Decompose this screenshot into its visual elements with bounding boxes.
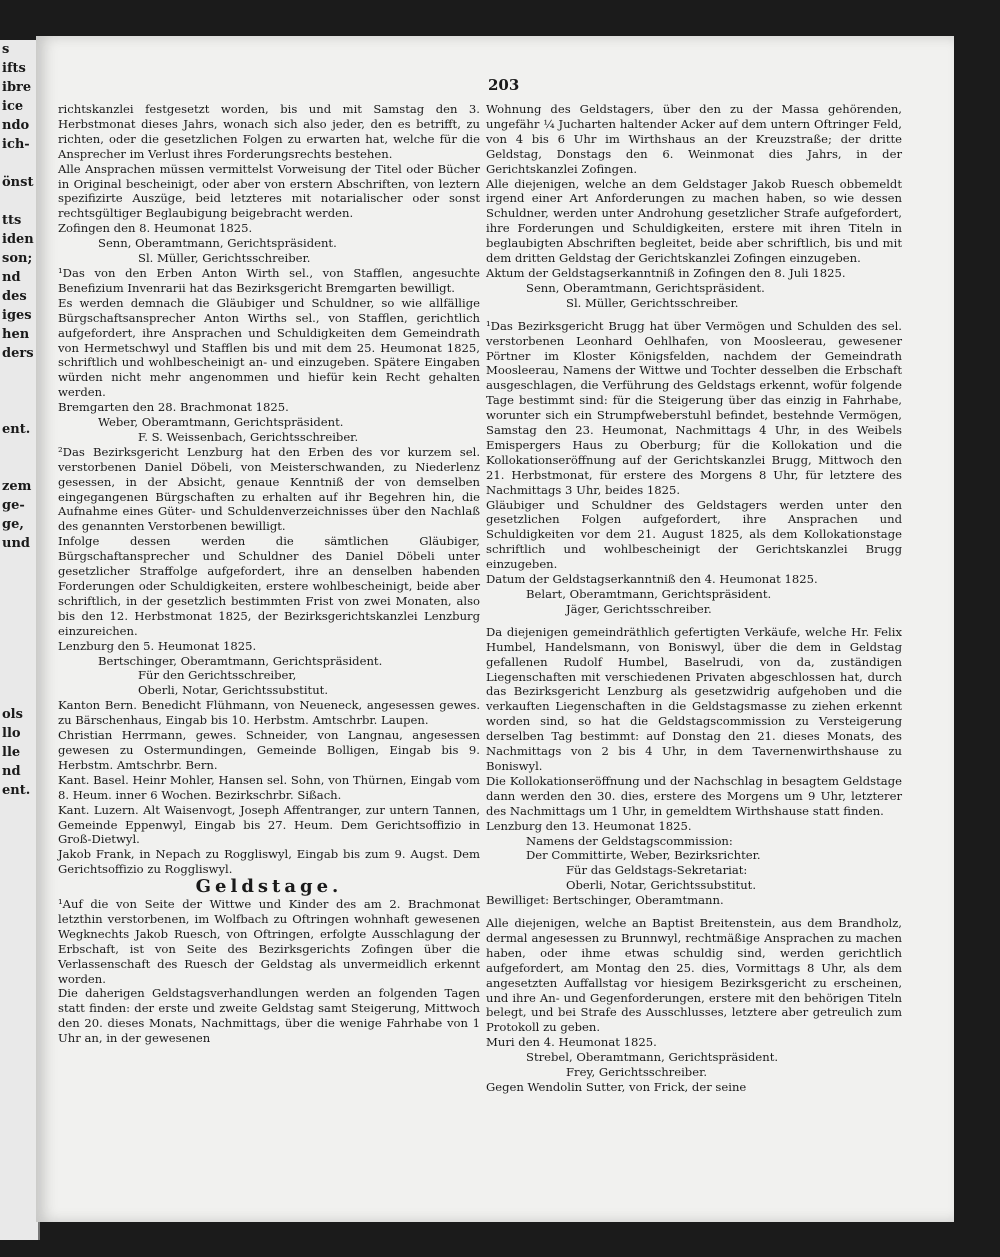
adjacent-page-fragment bbox=[0, 382, 38, 401]
adjacent-page-fragment: son; bbox=[2, 251, 33, 266]
adjacent-page-fragment: ge, bbox=[2, 517, 24, 532]
adjacent-page-fragment: hen bbox=[2, 327, 30, 342]
adjacent-page-fragment bbox=[0, 895, 38, 914]
adjacent-page-fragment: nd bbox=[2, 270, 21, 285]
adjacent-page-fragment bbox=[0, 667, 38, 686]
adjacent-page-fragment: iden bbox=[2, 232, 34, 247]
adjacent-page-fragment bbox=[0, 1085, 38, 1104]
text-paragraph: Strebel, Oberamtmann, Gerichtspräsident. bbox=[526, 1050, 779, 1065]
text-paragraph: Zofingen den 8. Heumonat 1825. bbox=[58, 221, 253, 236]
adjacent-page-fragment bbox=[0, 914, 38, 933]
adjacent-page-fragment bbox=[0, 610, 38, 629]
adjacent-page-fragment bbox=[0, 648, 38, 667]
text-paragraph: Alle Ansprachen müssen vermittelst Vorweisung der Titel oder Bücher in Original bescheinigt, oder aber von erstern Abschriften, von leztern spezifizirte Auszüge, beid letzteres mit notarialischer oder sonst rechtsgültiger Beglaubigung beigebracht werden. bbox=[58, 161, 480, 221]
adjacent-page-fragment: ndo bbox=[2, 118, 30, 133]
text-paragraph: Frey, Gerichtsschreiber. bbox=[566, 1065, 708, 1080]
adjacent-page-fragment: ifts bbox=[2, 61, 26, 76]
text-paragraph: Die daherigen Geldstagsverhandlungen werden an folgenden Tagen statt finden: der erste und zweite Geldstag samt Steigerung, Mittwoch den 20. dieses Monats, Nachmittags, über die wenige Fahrhabe von 1 Uhr an, in der gewesenen bbox=[58, 986, 480, 1046]
text-paragraph: Wohnung des Geldstagers, über den zu der Massa gehörenden, ungefähr ¼ Jucharten haltender Acker auf dem untern Oftringer Feld, von 4 bis 6 Uhr im Wirthshaus an der Kreuzstraße; der dritte Geldstag, Donstags den 6. Weinmonat dies Jahrs, in der Gerichtskanzlei Zofingen. bbox=[486, 102, 902, 176]
text-paragraph: Gegen Wendolin Sutter, von Frick, der seine bbox=[486, 1080, 747, 1094]
text-paragraph: Datum der Geldstagserkanntniß den 4. Heumonat 1825. bbox=[486, 572, 818, 587]
adjacent-page-fragment: ibre bbox=[2, 80, 32, 95]
text-paragraph: Die Kollokationseröffnung und der Nachschlag in besagtem Geldstage dann werden den 30. dies, erstere des Morgens um 9 Uhr, letzterer des Nachmittags um 1 Uhr, in gemeldtem Wirthshause statt finden. bbox=[486, 773, 902, 818]
text-paragraph: ¹Das von den Erben Anton Wirth sel., von Stafflen, angesuchte Benefizium Invenrarii hat das Bezirksgericht Bremgarten bewilligt. bbox=[58, 265, 480, 295]
adjacent-page-fragment: ols bbox=[2, 707, 23, 722]
text-paragraph: Senn, Oberamtmann, Gerichtspräsident. bbox=[526, 280, 765, 295]
text-paragraph: Kant. Basel. Heinr Mohler, Hansen sel. Sohn, von Thürnen, Eingab vom 8. Heum. inner 6 Wochen. Bezirkschrbr. Sißach. bbox=[58, 772, 480, 802]
adjacent-page-fragment bbox=[0, 458, 38, 477]
left-column bbox=[58, 102, 480, 1046]
adjacent-page-fragment bbox=[0, 857, 38, 876]
adjacent-page-fragment: nd bbox=[2, 764, 21, 779]
adjacent-page-fragment bbox=[0, 591, 38, 610]
text-paragraph: Bertschinger, Oberamtmann, Gerichtspräsident. bbox=[98, 653, 383, 668]
text-paragraph: ²Das Bezirksgericht Lenzburg hat den Erben des vor kurzem sel. verstorbenen Daniel Döbeli, von Meisterschwanden, zu Niederlenz gesessen, in der Absicht, genaue Kenntniß der von demselben eingegangenen Bürgschaften zu erhalten auf ihr Begehren hin, die Aufnahme eines Güter- und Schuldenverzeichnisses über den Nachlaß des genannten Verstorbenen bewilligt. bbox=[58, 444, 480, 534]
text-paragraph: Jäger, Gerichtsschreiber. bbox=[566, 601, 712, 616]
text-paragraph: Muri den 4. Heumonat 1825. bbox=[486, 1035, 657, 1050]
adjacent-page-fragment bbox=[0, 1123, 38, 1142]
adjacent-page-fragment: ent. bbox=[2, 422, 31, 437]
adjacent-page-fragment bbox=[0, 933, 38, 952]
adjacent-page-edge bbox=[0, 40, 40, 1240]
adjacent-page-fragment bbox=[0, 800, 38, 819]
text-paragraph: richtskanzlei festgesetzt worden, bis und mit Samstag den 3. Herbstmonat dieses Jahrs, wonach sich also jeder, den es betrifft, zu richten, oder die gesetzlichen Folgen zu erwarten hat, welche für die Ansprecher im Verlust ihres Forderungsrechts bestehen. bbox=[58, 102, 480, 161]
text-paragraph: Lenzburg den 13. Heumonat 1825. bbox=[486, 818, 692, 833]
adjacent-page-fragment bbox=[0, 629, 38, 648]
adjacent-page-fragment bbox=[0, 363, 38, 382]
adjacent-page-fragment: s bbox=[2, 42, 10, 57]
adjacent-page-fragment bbox=[0, 1142, 38, 1161]
section-separator bbox=[486, 908, 902, 916]
text-paragraph: ¹Das Bezirksgericht Brugg hat über Vermögen und Schulden des sel. verstorbenen Leonhard Oehlhafen, von Moosleerau, gewesener Pörtner im Kloster Königsfelden, nachdem der Gemeindrath Moosleerau, Namens der Wittwe und Tochter desselben die Erbschaft ausgeschlagen, die Verführung des Geldstags erkennt, wofür folgende Tage bestimmt sind: für die Steigerung über das einzig in Fahrhabe, worunter sich ein Strumpfweberstuhl befindet, bestehnde Vermögen, Samstag den 23. Heumonat, Nachmittags 4 Uhr, in des Weibels Emispergers Haus zu Oberburg; für die Kollokation und die Kollokationseröffnung auf der Gerichtskanzlei Brugg, Mittwoch den 21. Herbstmonat, für erstere des Morgens 8 Uhr, für letztere des Nachmittags 3 Uhr, beides 1825. bbox=[486, 318, 902, 497]
adjacent-page-fragment: ich- bbox=[2, 137, 30, 152]
text-paragraph: Bremgarten den 28. Brachmonat 1825. bbox=[58, 400, 289, 415]
newspaper-page bbox=[36, 36, 954, 1222]
page-number: 203 bbox=[488, 76, 520, 94]
adjacent-page-fragment: ders bbox=[2, 346, 34, 361]
adjacent-page-fragment: des bbox=[2, 289, 27, 304]
adjacent-page-fragment: ge- bbox=[2, 498, 25, 513]
text-paragraph: Senn, Oberamtmann, Gerichtspräsident. bbox=[98, 236, 337, 251]
text-paragraph: Belart, Oberamtmann, Gerichtspräsident. bbox=[526, 587, 772, 601]
adjacent-page-fragment bbox=[0, 686, 38, 705]
text-paragraph: Oberli, Notar, Gerichtssubstitut. bbox=[566, 878, 757, 893]
adjacent-page-fragment bbox=[0, 1104, 38, 1123]
section-heading: Geldstage. bbox=[195, 876, 343, 898]
adjacent-page-fragment bbox=[0, 401, 38, 420]
text-paragraph: Für den Gerichtsschreiber, bbox=[138, 668, 297, 683]
adjacent-page-fragment bbox=[0, 1047, 38, 1066]
adjacent-page-fragment: ent. bbox=[2, 783, 31, 798]
text-paragraph: Der Committirte, Weber, Bezirksrichter. bbox=[526, 848, 761, 863]
section-separator bbox=[486, 617, 902, 625]
adjacent-page-fragment bbox=[0, 819, 38, 838]
text-paragraph: Sl. Müller, Gerichtsschreiber. bbox=[566, 295, 739, 310]
text-paragraph: ¹Auf die von Seite der Wittwe und Kinder des am 2. Brachmonat letzthin verstorbenen, im Wolfbach zu Oftringen wohnhaft gewesenen Wegknechts Jakob Ruesch, von Oftringen, erfolgte Ausschlagung der Erbschaft, ist von Seite des Bezirksgerichts Zofingen über die Verlassenschaft des Ruesch der Geldstag als unvermeidlich erkennt worden. bbox=[58, 897, 480, 986]
adjacent-page-fragment bbox=[0, 192, 38, 211]
text-paragraph: Sl. Müller, Gerichtsschreiber. bbox=[138, 251, 311, 266]
text-paragraph: Da diejenigen gemeindräthlich gefertigten Verkäufe, welche Hr. Felix Humbel, Handelsmann, von Boniswyl, über die dem in Geldstag gefallenen Rudolf Humbel, Baselrudi, von da, zuständigen Liegenschaften mit verschiedenen Privaten abgeschlossen hat, durch das Bezirksgericht Lenzburg als gesetzwidrig aufgehoben und die verkauften Liegenschaften in die Geldstagsmasse zu ziehen erkennt worden sind, so hat die Geldstagscommission zu Versteigerung derselben Tag bestimmt: auf Donstag den 21. dieses Monats, des Nachmittags von 2 bis 4 Uhr, in dem Tavernenwirthshause zu Boniswyl. bbox=[486, 624, 902, 773]
adjacent-page-fragment: tts bbox=[2, 213, 22, 228]
adjacent-page-fragment bbox=[0, 971, 38, 990]
adjacent-page-fragment bbox=[0, 1161, 38, 1180]
adjacent-page-fragment bbox=[0, 838, 38, 857]
section-separator bbox=[486, 311, 902, 319]
adjacent-page-fragment bbox=[0, 154, 38, 173]
text-paragraph: Für das Geldstags-Sekretariat: bbox=[566, 863, 748, 878]
text-paragraph: Aktum der Geldstagserkanntniß in Zofingen den 8. Juli 1825. bbox=[486, 265, 846, 280]
adjacent-page-fragment bbox=[0, 439, 38, 458]
text-paragraph: Weber, Oberamtmann, Gerichtspräsident. bbox=[98, 415, 344, 430]
text-paragraph: Kant. Luzern. Alt Waisenvogt, Joseph Affentranger, zur untern Tannen, Gemeinde Eppenwyl, Eingab bis 27. Heum. Dem Gerichtsoffizio in Groß-Dietwyl. bbox=[58, 802, 480, 847]
right-column bbox=[486, 102, 902, 1095]
text-paragraph: Infolge dessen werden die sämtlichen Gläubiger, Bürgschaftansprecher und Schuldner des Daniel Döbeli unter gesetzlicher Straffolge aufgefordert, ihre an denselben habenden Forderungen oder Schuldigkeiten, erstere wohlbescheinigt, beide aber schriftlich, in der gesetzlich bestimmten Frist von zwei Monaten, also bis den 12. Herbstmonat 1825, der Bezirksgerichtskanzlei Lenzburg einzureichen. bbox=[58, 534, 480, 638]
adjacent-page-fragment bbox=[0, 1028, 38, 1047]
text-paragraph: F. S. Weissenbach, Gerichtsschreiber. bbox=[138, 429, 359, 444]
adjacent-page-fragment bbox=[0, 1180, 38, 1199]
adjacent-page-fragment bbox=[0, 572, 38, 591]
adjacent-page-fragment bbox=[0, 990, 38, 1009]
adjacent-page-fragment: und bbox=[2, 536, 30, 551]
adjacent-page-fragment: zem bbox=[2, 479, 32, 494]
text-paragraph: Gläubiger und Schuldner des Geldstagers werden unter den gesetzlichen Folgen aufgefordert, ihre Ansprachen und Schuldigkeiten vor dem 21. August 1825, als dem Kollokationstage schriftlich und wohlbescheinigt der Gerichtskanzlei Brugg einzugeben. bbox=[486, 497, 902, 572]
text-paragraph: Oberli, Notar, Gerichtssubstitut. bbox=[138, 683, 329, 698]
adjacent-page-fragment bbox=[0, 952, 38, 971]
text-paragraph: Kanton Bern. Benedicht Flühmann, von Neueneck, angesessen gewes. zu Bärschenhaus, Eingab bis 10. Herbstm. Amtschrbr. Laupen. bbox=[58, 698, 480, 728]
text-paragraph: Bewilliget: Bertschinger, Oberamtmann. bbox=[486, 893, 724, 908]
adjacent-page-fragment bbox=[0, 1066, 38, 1085]
adjacent-page-fragment: iges bbox=[2, 308, 32, 323]
text-paragraph: Namens der Geldstagscommission: bbox=[526, 833, 733, 848]
text-paragraph: Jakob Frank, in Nepach zu Roggliswyl, Eingab bis zum 9. Augst. Dem Gerichtsoffizio zu Roggliswyl. bbox=[58, 847, 480, 877]
adjacent-page-fragment: llo bbox=[2, 726, 21, 741]
text-paragraph: Alle diejenigen, welche an dem Geldstager Jakob Ruesch obbemeldt irgend einer Art Anforderungen zu machen haben, so wie dessen Schuldner, werden unter Androhung gesetzlicher Strafe aufgefordert, ihre Forderungen und Schuldigkeiten, erstere mit ihren Titeln in beglaubigten Abschriften begleitet, beide aber schriftlich, bis und mit dem dritten Geldstag der Gerichtskanzlei Zofingen einzugeben. bbox=[486, 176, 902, 266]
adjacent-page-fragment: lle bbox=[2, 745, 21, 760]
text-paragraph: Alle diejenigen, welche an Baptist Breitenstein, aus dem Brandholz, dermal angesessen zu Brunnwyl, rechtmäßige Ansprachen zu machen haben, oder ihme etwas schuldig sind, werden gerichtlich aufgefordert, am Montag den 25. dies, Vormittags 8 Uhr, als dem angesetzten Auffallstag vor hiesigem Bezirksgericht zu erscheinen, und ihre An- und Gegenforderungen, erstere mit den behörigen Titeln belegt, und bei Strafe des Ausschlusses, letztere aber getreulich zum Protokoll zu geben. bbox=[486, 916, 902, 1035]
text-paragraph: Lenzburg den 5. Heumonat 1825. bbox=[58, 638, 257, 653]
text-paragraph: Es werden demnach die Gläubiger und Schuldner, so wie allfällige Bürgschaftsansprecher Anton Wirths sel., von Stafflen, gerichtlich aufgefordert, ihre Ansprachen und Schuldigkeiten dem Gemeindrath von Hermetschwyl und Stafflen bis und mit dem 25. Heumonat 1825, schriftlich und wohlbescheinigt an- und einzugeben. Spätere Eingaben würden nicht mehr angenommen und hiefür kein Recht gehalten werden. bbox=[58, 295, 480, 400]
adjacent-page-fragment bbox=[0, 553, 38, 572]
adjacent-page-fragment: ice bbox=[2, 99, 24, 114]
text-paragraph: Christian Herrmann, gewes. Schneider, von Langnau, angesessen gewesen zu Ostermundingen, Gemeinde Bolligen, Eingab bis 9. Herbstm. Amtschrbr. Bern. bbox=[58, 728, 480, 772]
adjacent-page-fragment bbox=[0, 876, 38, 895]
adjacent-page-fragment: önst bbox=[2, 175, 34, 190]
adjacent-page-fragment bbox=[0, 1009, 38, 1028]
